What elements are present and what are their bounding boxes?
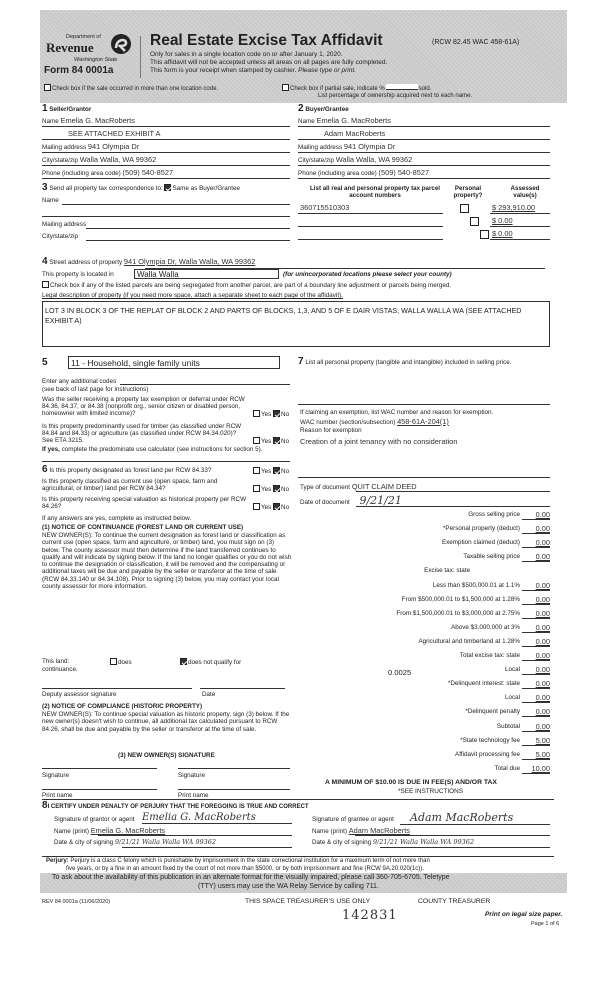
buyer-name2-underline bbox=[298, 139, 550, 140]
date-city-label: Date & city of signing bbox=[54, 839, 114, 846]
buyer-city-underline bbox=[298, 165, 550, 166]
stamp-number: 142831 bbox=[342, 908, 398, 923]
tax-row-value[interactable]: 0.00 bbox=[535, 622, 550, 632]
grantor-name[interactable]: Emelia G. MacRoberts bbox=[90, 826, 166, 835]
corr-name-label: Name bbox=[42, 197, 59, 204]
buyer-mail-underline bbox=[298, 152, 550, 153]
type-print-note: Please type or print. bbox=[298, 67, 356, 74]
footer-divider bbox=[42, 856, 554, 857]
tax-leader-line bbox=[522, 731, 550, 732]
alt-format-2: (TTY) users may use the WA Relay Service by calling 711. bbox=[198, 883, 379, 890]
land-label: This land: bbox=[42, 658, 70, 665]
s5-divider bbox=[42, 461, 290, 462]
land-use-code: 11 - Household, single family units bbox=[71, 358, 200, 368]
seller-name-row bbox=[42, 117, 135, 126]
no-label: No bbox=[281, 504, 290, 511]
certify-text: I CERTIFY UNDER PENALTY OF PERJURY THAT THE FOREGOING IS TRUE AND CORRECT bbox=[47, 804, 309, 810]
checkbox[interactable] bbox=[180, 658, 187, 665]
s8-divider bbox=[42, 799, 554, 800]
no-checkbox[interactable] bbox=[273, 410, 280, 417]
tax-row-value[interactable]: 5.00 bbox=[535, 735, 550, 745]
located-label: This property is located in bbox=[42, 271, 114, 278]
checkbox-label: Check box if any of the listed parcels are being segregated from another parcel, are part of a boundary line adjustment or parcels being merged. bbox=[50, 282, 452, 289]
seller-mail-value[interactable]: 941 Olympia Dr bbox=[87, 142, 140, 151]
grantee-name-line bbox=[355, 835, 550, 836]
county-treasurer: COUNTY TREASURER bbox=[418, 898, 491, 905]
personal-property-checkbox[interactable] bbox=[480, 230, 489, 239]
no-checkbox[interactable] bbox=[273, 467, 280, 474]
s6-q2: Is this property classified as current use (open space, farm and agricultural, or timber) land per RCW 84.34? bbox=[42, 478, 218, 492]
street-row bbox=[42, 257, 255, 267]
tax-leader-line bbox=[522, 759, 550, 760]
yes-checkbox[interactable] bbox=[253, 410, 260, 417]
seller-phone-value[interactable]: (509) 540-8527 bbox=[122, 168, 174, 177]
no-label: No bbox=[281, 468, 290, 475]
yes-no-choice bbox=[253, 467, 289, 476]
perjury-bold: Perjury: bbox=[46, 858, 69, 864]
checkbox-label: does bbox=[118, 659, 132, 666]
section-number: 4 bbox=[42, 256, 48, 267]
assessed-header: Assessed value(s) bbox=[510, 185, 540, 200]
print-label-2: Print name bbox=[178, 792, 209, 799]
buyer-name-row bbox=[298, 117, 391, 126]
owner-print-2[interactable] bbox=[178, 789, 290, 790]
grantee-sig-label: Signature of grantee or agent bbox=[312, 816, 394, 823]
tax-leader-line bbox=[522, 618, 550, 619]
field-label: City/state/zip bbox=[298, 157, 335, 164]
header-line-3 bbox=[150, 67, 356, 75]
tax-row-value[interactable]: 0.00 bbox=[535, 538, 550, 548]
seller-name2-underline bbox=[42, 139, 290, 140]
reason-divider bbox=[298, 477, 550, 478]
seller-city-row bbox=[42, 156, 156, 165]
tax-leader-line bbox=[522, 716, 550, 717]
minimum-note: A MINIMUM OF $10.00 IS DUE IN FEE(S) AND/OR TAX bbox=[325, 779, 497, 786]
rev-number: REV 84 0001a (11/06/2020) bbox=[42, 899, 111, 905]
addl-codes-note: (see back of last page for instructions) bbox=[42, 386, 149, 393]
header-divider bbox=[140, 36, 141, 78]
tax-row-value[interactable]: 0.00 bbox=[535, 679, 550, 689]
section-number: 1 bbox=[42, 103, 48, 114]
personal-property-checkbox[interactable] bbox=[470, 217, 479, 226]
field-label: Mailing address bbox=[42, 144, 87, 151]
tax-row-value[interactable]: 0.00 bbox=[535, 552, 550, 562]
personal-property-field[interactable] bbox=[298, 404, 550, 405]
tax-row-value[interactable]: 10.00 bbox=[531, 763, 550, 773]
tax-row-label: Affidavit processing fee bbox=[455, 750, 520, 758]
field-label: Name bbox=[42, 118, 59, 125]
signature-label-2: Signature bbox=[178, 772, 205, 779]
county-select[interactable] bbox=[134, 269, 279, 279]
tax-row-label: Total excise tax: state bbox=[459, 652, 520, 659]
yes-no-choice bbox=[253, 485, 289, 494]
yes-checkbox[interactable] bbox=[253, 467, 260, 474]
grantee-date-line bbox=[380, 847, 550, 848]
personal-property-checkbox[interactable] bbox=[460, 204, 469, 213]
tax-leader-line bbox=[522, 688, 550, 689]
yes-label: Yes bbox=[261, 438, 272, 445]
grantee-name[interactable]: Adam MacRoberts bbox=[348, 826, 410, 835]
no-label: No bbox=[281, 438, 290, 445]
local-rate[interactable]: 0.0025 bbox=[388, 668, 412, 677]
perjury-text bbox=[46, 858, 430, 865]
buyer-mail-value[interactable]: 941 Olympia Dr bbox=[343, 142, 396, 151]
tax-row-label: From $500,000.01 to $1,500,000 at 1.28% bbox=[401, 595, 520, 603]
legal-description-field[interactable] bbox=[42, 301, 550, 347]
notice-3-title: (3) NEW OWNER(S) SIGNATURE bbox=[118, 752, 215, 759]
tax-row-label: Excise tax: state bbox=[424, 567, 470, 575]
doctype-underline bbox=[356, 491, 550, 492]
tax-leader-line bbox=[522, 773, 550, 774]
tax-row-label: Taxable selling price bbox=[463, 553, 520, 561]
tax-leader-line bbox=[522, 646, 550, 647]
tax-leader-line bbox=[522, 561, 550, 562]
parcel-underline bbox=[298, 226, 443, 227]
tax-row-label: Gross selling price bbox=[468, 511, 520, 518]
checkbox[interactable] bbox=[44, 84, 51, 91]
wac-value[interactable]: 458-61A-204(1) bbox=[397, 417, 449, 426]
continuance-label: continuance. bbox=[42, 666, 78, 673]
parcel-header: List all real and personal property tax parcel account numbers bbox=[310, 185, 440, 200]
legal-label: Legal description of property (if you need more space, attach a separate sheet to each page of the affidavit). bbox=[42, 292, 343, 299]
seller-phone-underline bbox=[42, 178, 290, 179]
legal-description: LOT 3 IN BLOCK 3 OF THE REPLAT OF BLOCK 2 AND PARTS OF BLOCKS, 1,3, AND 5 OF E DAIR VISTAS, WALLA WALLA WA (SEE ATTACHED EXHIBIT A) bbox=[45, 306, 522, 325]
seller-city-value[interactable]: Walla Walla, WA 99362 bbox=[79, 155, 157, 164]
s6-any: If any answers are yes, complete as instructed below. bbox=[42, 515, 192, 522]
section-number: 3 bbox=[42, 182, 48, 193]
perjury-line-1: Perjury is a class C felony which is punishable by imprisonment in the state correctional institution for a maximum term of not more than bbox=[70, 858, 430, 864]
corr-name-line2[interactable] bbox=[42, 216, 290, 217]
field-label: Phone (including area code) bbox=[298, 170, 377, 177]
buyer-name2-row bbox=[298, 130, 385, 139]
field-label: Mailing address bbox=[298, 144, 343, 151]
s6-q3: Is this property receiving special valuation as historical property per RCW 84.26? bbox=[42, 496, 247, 510]
section-title: Buyer/Grantee bbox=[305, 106, 349, 113]
section-title: Seller/Grantor bbox=[49, 106, 92, 113]
partial-pct-field[interactable] bbox=[386, 84, 418, 90]
no-checkbox[interactable] bbox=[273, 485, 280, 492]
grantor-date-city[interactable]: 9/21/21 Walla Walla WA 99362 bbox=[114, 838, 217, 846]
tax-leader-line bbox=[522, 519, 550, 520]
yes-no-choice bbox=[253, 503, 289, 512]
docdate-label: Date of document bbox=[300, 499, 350, 506]
checkbox-label: does not qualify for bbox=[188, 659, 242, 666]
s5-q2: Is this property predominantly used for timber (as classified under RCW 84.84 and 84.33) or agriculture (as classified under RCW 84.34.020)? See ETA 3215. bbox=[42, 423, 242, 444]
tax-row-value[interactable]: 0.00 bbox=[535, 707, 550, 717]
see-instructions: *SEE INSTRUCTIONS bbox=[398, 788, 463, 795]
revenue-logo-icon bbox=[110, 33, 132, 55]
legal-paper-note: Print on legal size paper. bbox=[485, 911, 563, 918]
print-label-1: Print name bbox=[42, 792, 73, 799]
tax-row-value[interactable]: 0.00 bbox=[535, 651, 550, 660]
name-label: Name (print) bbox=[54, 828, 89, 835]
buyer-city-value[interactable]: Walla Walla, WA 99362 bbox=[335, 155, 413, 164]
section-number: 6 bbox=[42, 464, 48, 475]
yes-checkbox[interactable] bbox=[253, 485, 260, 492]
assessed-value[interactable]: $ 0.00 bbox=[492, 229, 513, 238]
yes-no-choice bbox=[253, 410, 289, 419]
tax-leader-line bbox=[522, 533, 550, 534]
tax-row-label: *Delinquent interest: state bbox=[447, 680, 520, 688]
seller-name-value[interactable]: Emelia G. MacRoberts bbox=[60, 116, 135, 125]
tax-row-label: Agricultural and timberland at 1.28% bbox=[418, 637, 520, 645]
no-checkbox[interactable] bbox=[273, 437, 280, 444]
header-line-1: Only for sales in a single location code on or after January 1, 2020. bbox=[150, 51, 343, 58]
yes-checkbox[interactable] bbox=[253, 503, 260, 510]
same-as-buyer-checkbox[interactable] bbox=[164, 184, 171, 191]
tax-leader-line bbox=[522, 590, 550, 591]
yes-label: Yes bbox=[261, 504, 272, 511]
checkbox[interactable] bbox=[282, 84, 289, 91]
buyer-name2-value[interactable]: Adam MacRoberts bbox=[324, 129, 386, 138]
tax-row-value[interactable]: 5.00 bbox=[535, 749, 550, 759]
checkbox-label: Check box if the sale occurred in more than one location code. bbox=[52, 86, 219, 92]
tax-row-label: Local bbox=[504, 666, 520, 674]
tax-leader-line bbox=[522, 547, 550, 548]
tax-row-value[interactable]: 0.00 bbox=[535, 510, 550, 519]
grantor-date-line bbox=[122, 847, 292, 848]
field-label: Phone (including area code) bbox=[42, 170, 121, 177]
doctype-label: Type of document bbox=[300, 484, 351, 491]
seller-name2-value[interactable]: SEE ATTACHED EXHIBIT A bbox=[68, 129, 161, 138]
value-underline bbox=[490, 239, 550, 240]
certify-row bbox=[42, 801, 309, 811]
tax-row-value[interactable]: 0.00 bbox=[535, 524, 550, 534]
seller-mail-underline bbox=[42, 152, 290, 153]
grantee-date-city[interactable]: 9/21/21 Walla Walla WA 99362 bbox=[372, 838, 475, 846]
grantee-date-row bbox=[312, 839, 474, 847]
tax-row-label: Subtotal bbox=[496, 722, 520, 730]
checkbox[interactable] bbox=[110, 658, 117, 665]
signature-label-1: Signature bbox=[42, 772, 69, 779]
tax-row-value[interactable]: 0.00 bbox=[535, 693, 550, 703]
s6-q1 bbox=[42, 465, 211, 475]
grantee-sig-line bbox=[400, 824, 550, 825]
does-checkbox[interactable] bbox=[110, 658, 132, 667]
section-number: 8 bbox=[42, 800, 48, 811]
grantor-signature[interactable]: Emelia G. MacRoberts bbox=[142, 812, 256, 823]
tax-row-value[interactable]: 0.00 bbox=[535, 594, 550, 604]
notice-1-text: NEW OWNER(S): To continue the current designation as forest land or classification as current use (open space, farm and agriculture, or timber) land, you must sign on (3) below. The county assessor must then determine if the land transferred continues to qualify and will indicate by signing below. If the land no longer qualifies or you do not wish to continue the designation or classification, it will be removed and the compensating or additional taxes will be due and payable by the seller or transferor at the time of sale (RCW 84.33.140 or 84.34.108). Prior to signing (3) below, you may contact your local county assessor for more information. bbox=[42, 532, 292, 591]
wac-label: WAC number (section/subsection) bbox=[300, 419, 396, 426]
assessed-value[interactable]: $ 293,910.00 bbox=[492, 203, 536, 212]
owner-signature-2[interactable] bbox=[178, 768, 290, 769]
question: Is this property designated as forest land per RCW 84.33? bbox=[49, 467, 212, 474]
doctype-value[interactable]: QUIT CLAIM DEED bbox=[351, 482, 417, 491]
section-number: 2 bbox=[298, 103, 304, 114]
tax-row-label: Less than $500,000.01 at 1.1% bbox=[432, 581, 520, 589]
partial-sale-checkbox[interactable] bbox=[282, 84, 431, 93]
grantor-date-row bbox=[54, 839, 216, 847]
section-5-number: 5 bbox=[42, 357, 48, 368]
seller-city-underline bbox=[42, 165, 290, 166]
personal-header: Personal property? bbox=[453, 185, 483, 200]
form-title: Real Estate Excise Tax Affidavit bbox=[150, 32, 383, 49]
tax-row-label: *State technology fee bbox=[460, 736, 520, 744]
tax-row-label: Total due bbox=[494, 764, 520, 772]
buyer-phone-row bbox=[298, 169, 429, 178]
field-label: City/state/zip bbox=[42, 157, 79, 164]
parcel-underline bbox=[298, 239, 443, 240]
dept-of: Department of bbox=[66, 34, 101, 40]
street-value[interactable]: 941 Olympia Dr, Walla Walla, WA 99362 bbox=[123, 257, 256, 266]
street-label: Street address of property bbox=[49, 259, 123, 266]
alt-format-1: To ask about the availability of this publication in an alternate format for the visually impaired, please call 360-705-6705. Teletype bbox=[52, 874, 450, 881]
rcw-ref: (RCW 82.45 WAC 458-61A) bbox=[432, 39, 520, 46]
county-value: Walla Walla bbox=[137, 270, 179, 279]
grantee-signature[interactable]: Adam MacRoberts bbox=[410, 811, 514, 824]
notice-2-text: NEW OWNER(S): To continue special valuation as historic property, sign (3) below. If the new owner(s) doesn't wish to continue, all additional tax calculated pursuant to RCW 84.26, shall be due and payable by the seller or transferor at the time of sale. bbox=[42, 711, 290, 733]
receipt-note: This form is your receipt when stamped by cashier. bbox=[150, 67, 297, 74]
tax-leader-line bbox=[522, 702, 550, 703]
tax-row-value[interactable]: 0.00 bbox=[535, 608, 550, 618]
date-city-label: Date & city of signing bbox=[312, 839, 372, 846]
tax-row-label: Exemption claimed (deduct) bbox=[441, 539, 520, 547]
tax-row-value[interactable]: 0.00 bbox=[535, 721, 550, 731]
section-text: List all personal property (tangible and intangible) included in selling price. bbox=[305, 359, 512, 366]
seller-phone-row bbox=[42, 169, 173, 178]
field-label: Name bbox=[298, 118, 315, 125]
checkbox[interactable] bbox=[42, 281, 49, 288]
tax-row-value[interactable]: 0.00 bbox=[535, 665, 550, 675]
buyer-phone-value[interactable]: (509) 540-8527 bbox=[378, 168, 430, 177]
tax-leader-line bbox=[522, 660, 550, 661]
tax-row-label: Local bbox=[504, 694, 520, 702]
form-number: Form 84 0001a bbox=[44, 65, 114, 76]
tax-row-value[interactable]: 0.00 bbox=[535, 636, 550, 646]
state-name: Washington State bbox=[74, 57, 118, 63]
tax-leader-line bbox=[522, 674, 550, 675]
checkbox-label: Same as Buyer/Grantee bbox=[172, 185, 241, 192]
yes-label: Yes bbox=[261, 486, 272, 493]
tax-row-value[interactable]: 0.00 bbox=[535, 580, 550, 590]
tax-leader-line bbox=[522, 604, 550, 605]
grantor-sig-label: Signature of grantor or agent bbox=[54, 816, 135, 823]
header-line-2: This affidavit will not be accepted unless all areas on all pages are fully completed. bbox=[150, 59, 388, 66]
docdate-row bbox=[300, 495, 402, 506]
buyer-city-row bbox=[298, 156, 412, 165]
buyer-name-value[interactable]: Emelia G. MacRoberts bbox=[316, 116, 391, 125]
land-use-code-select[interactable] bbox=[68, 356, 280, 369]
deputy-date-field[interactable] bbox=[200, 688, 285, 689]
reason-value[interactable]: Creation of a joint tenancy with no consideration bbox=[300, 437, 458, 446]
buyer-heading bbox=[298, 104, 349, 114]
s5-q1: Was the seller receiving a property tax exemption or deferral under RCW 84.36, 84.37, or 84.38 (nonprofit org., senior citizen or disabled person, homeowner with limited income)? bbox=[42, 396, 245, 417]
notice-2-title: (2) NOTICE OF COMPLIANCE (HISTORIC PROPERTY) bbox=[42, 703, 203, 710]
buyer-name-underline bbox=[298, 126, 550, 127]
docdate-value[interactable]: 9/21/21 bbox=[359, 494, 402, 507]
reason-label: Reason for exemption bbox=[300, 427, 362, 434]
grantor-name-line bbox=[98, 835, 292, 836]
owner-signature-1[interactable] bbox=[42, 768, 157, 769]
addl-codes-field[interactable] bbox=[120, 384, 290, 385]
section-number: 7 bbox=[298, 356, 304, 367]
value-underline bbox=[490, 213, 550, 214]
grantor-sig-line bbox=[142, 823, 292, 824]
addl-codes-label: Enter any additional codes bbox=[42, 378, 117, 385]
seller-heading bbox=[42, 104, 91, 114]
tax-row-label: Above $3,000,000 at 3% bbox=[451, 623, 520, 631]
parcel-number[interactable]: 360715510303 bbox=[300, 203, 350, 212]
no-checkbox[interactable] bbox=[273, 503, 280, 510]
yes-no-choice bbox=[253, 437, 289, 446]
s5-ifyes bbox=[42, 446, 287, 453]
seller-name2-row bbox=[42, 130, 160, 139]
revenue-logo: Revenue bbox=[46, 40, 94, 55]
tax-row-label: From $1,500,000.01 to $3,000,000 at 2.75% bbox=[396, 609, 520, 617]
segregation-checkbox[interactable] bbox=[42, 281, 451, 290]
yes-label: Yes bbox=[261, 468, 272, 475]
perjury-line-2: five years, or by a fine in an amount fixed by the court of not more than $5000, or by both imprisonment and fine (RCW 9A.20.020(1c)). bbox=[66, 865, 424, 872]
multi-location-checkbox[interactable] bbox=[44, 84, 218, 93]
notice-1-title: (1) NOTICE OF CONTINUANCE (FOREST LAND OR CURRENT USE) bbox=[42, 524, 244, 531]
corr-mail-label: Mailing address bbox=[42, 221, 87, 228]
tax-leader-line bbox=[522, 632, 550, 633]
buyer-mail-row bbox=[298, 143, 395, 152]
name-label: Name (print) bbox=[312, 828, 347, 835]
assessed-value[interactable]: $ 0.00 bbox=[492, 216, 513, 225]
yes-checkbox[interactable] bbox=[253, 437, 260, 444]
does-not-checkbox[interactable] bbox=[180, 658, 241, 667]
corr-name-field[interactable] bbox=[62, 204, 290, 205]
page-number: Page 1 of 6 bbox=[531, 921, 560, 927]
treasurer-space: THIS SPACE TREASURER'S USE ONLY bbox=[245, 898, 371, 905]
ownership-note: List percentage of ownership acquired next to each name. bbox=[318, 93, 473, 99]
no-label: No bbox=[281, 411, 290, 418]
correspondence-heading bbox=[42, 183, 240, 193]
date-label: Date bbox=[202, 691, 216, 698]
s7-heading bbox=[298, 357, 548, 367]
ifyes-bold: If yes, bbox=[42, 446, 60, 453]
seller-mail-row bbox=[42, 143, 139, 152]
tax-leader-line bbox=[522, 745, 550, 746]
yes-label: Yes bbox=[261, 411, 272, 418]
sold-label: sold. bbox=[418, 86, 432, 92]
parcel-underline bbox=[298, 213, 443, 214]
tax-row-label: *Delinquent penalty bbox=[465, 708, 520, 716]
wac-row bbox=[300, 418, 449, 427]
deputy-label: Deputy assessor signature bbox=[42, 691, 117, 698]
docdate-underline bbox=[356, 506, 550, 507]
owner-print-1[interactable] bbox=[42, 789, 157, 790]
deputy-signature-field[interactable] bbox=[42, 688, 192, 689]
seller-name-underline bbox=[42, 126, 290, 127]
county-note: (for unincorporated locations please select your county) bbox=[283, 271, 452, 278]
corr-city-label: City/state/zip bbox=[42, 233, 79, 240]
ifyes-text: complete the predominate use calculator (see instructions for section 5). bbox=[61, 446, 263, 453]
checkbox-label: Check box if partial sale, indicate % bbox=[290, 86, 385, 92]
exempt-note: If claiming an exemption, list WAC number and reason for exemption. bbox=[300, 409, 494, 416]
corr-city-field[interactable] bbox=[86, 240, 290, 241]
no-label: No bbox=[281, 486, 290, 493]
tax-row-label: *Personal property (deduct) bbox=[442, 525, 520, 533]
corr-mail-field[interactable] bbox=[86, 228, 290, 229]
section-text: Send all property tax correspondence to: bbox=[49, 185, 163, 192]
buyer-phone-underline bbox=[298, 178, 550, 179]
value-underline bbox=[490, 226, 550, 227]
